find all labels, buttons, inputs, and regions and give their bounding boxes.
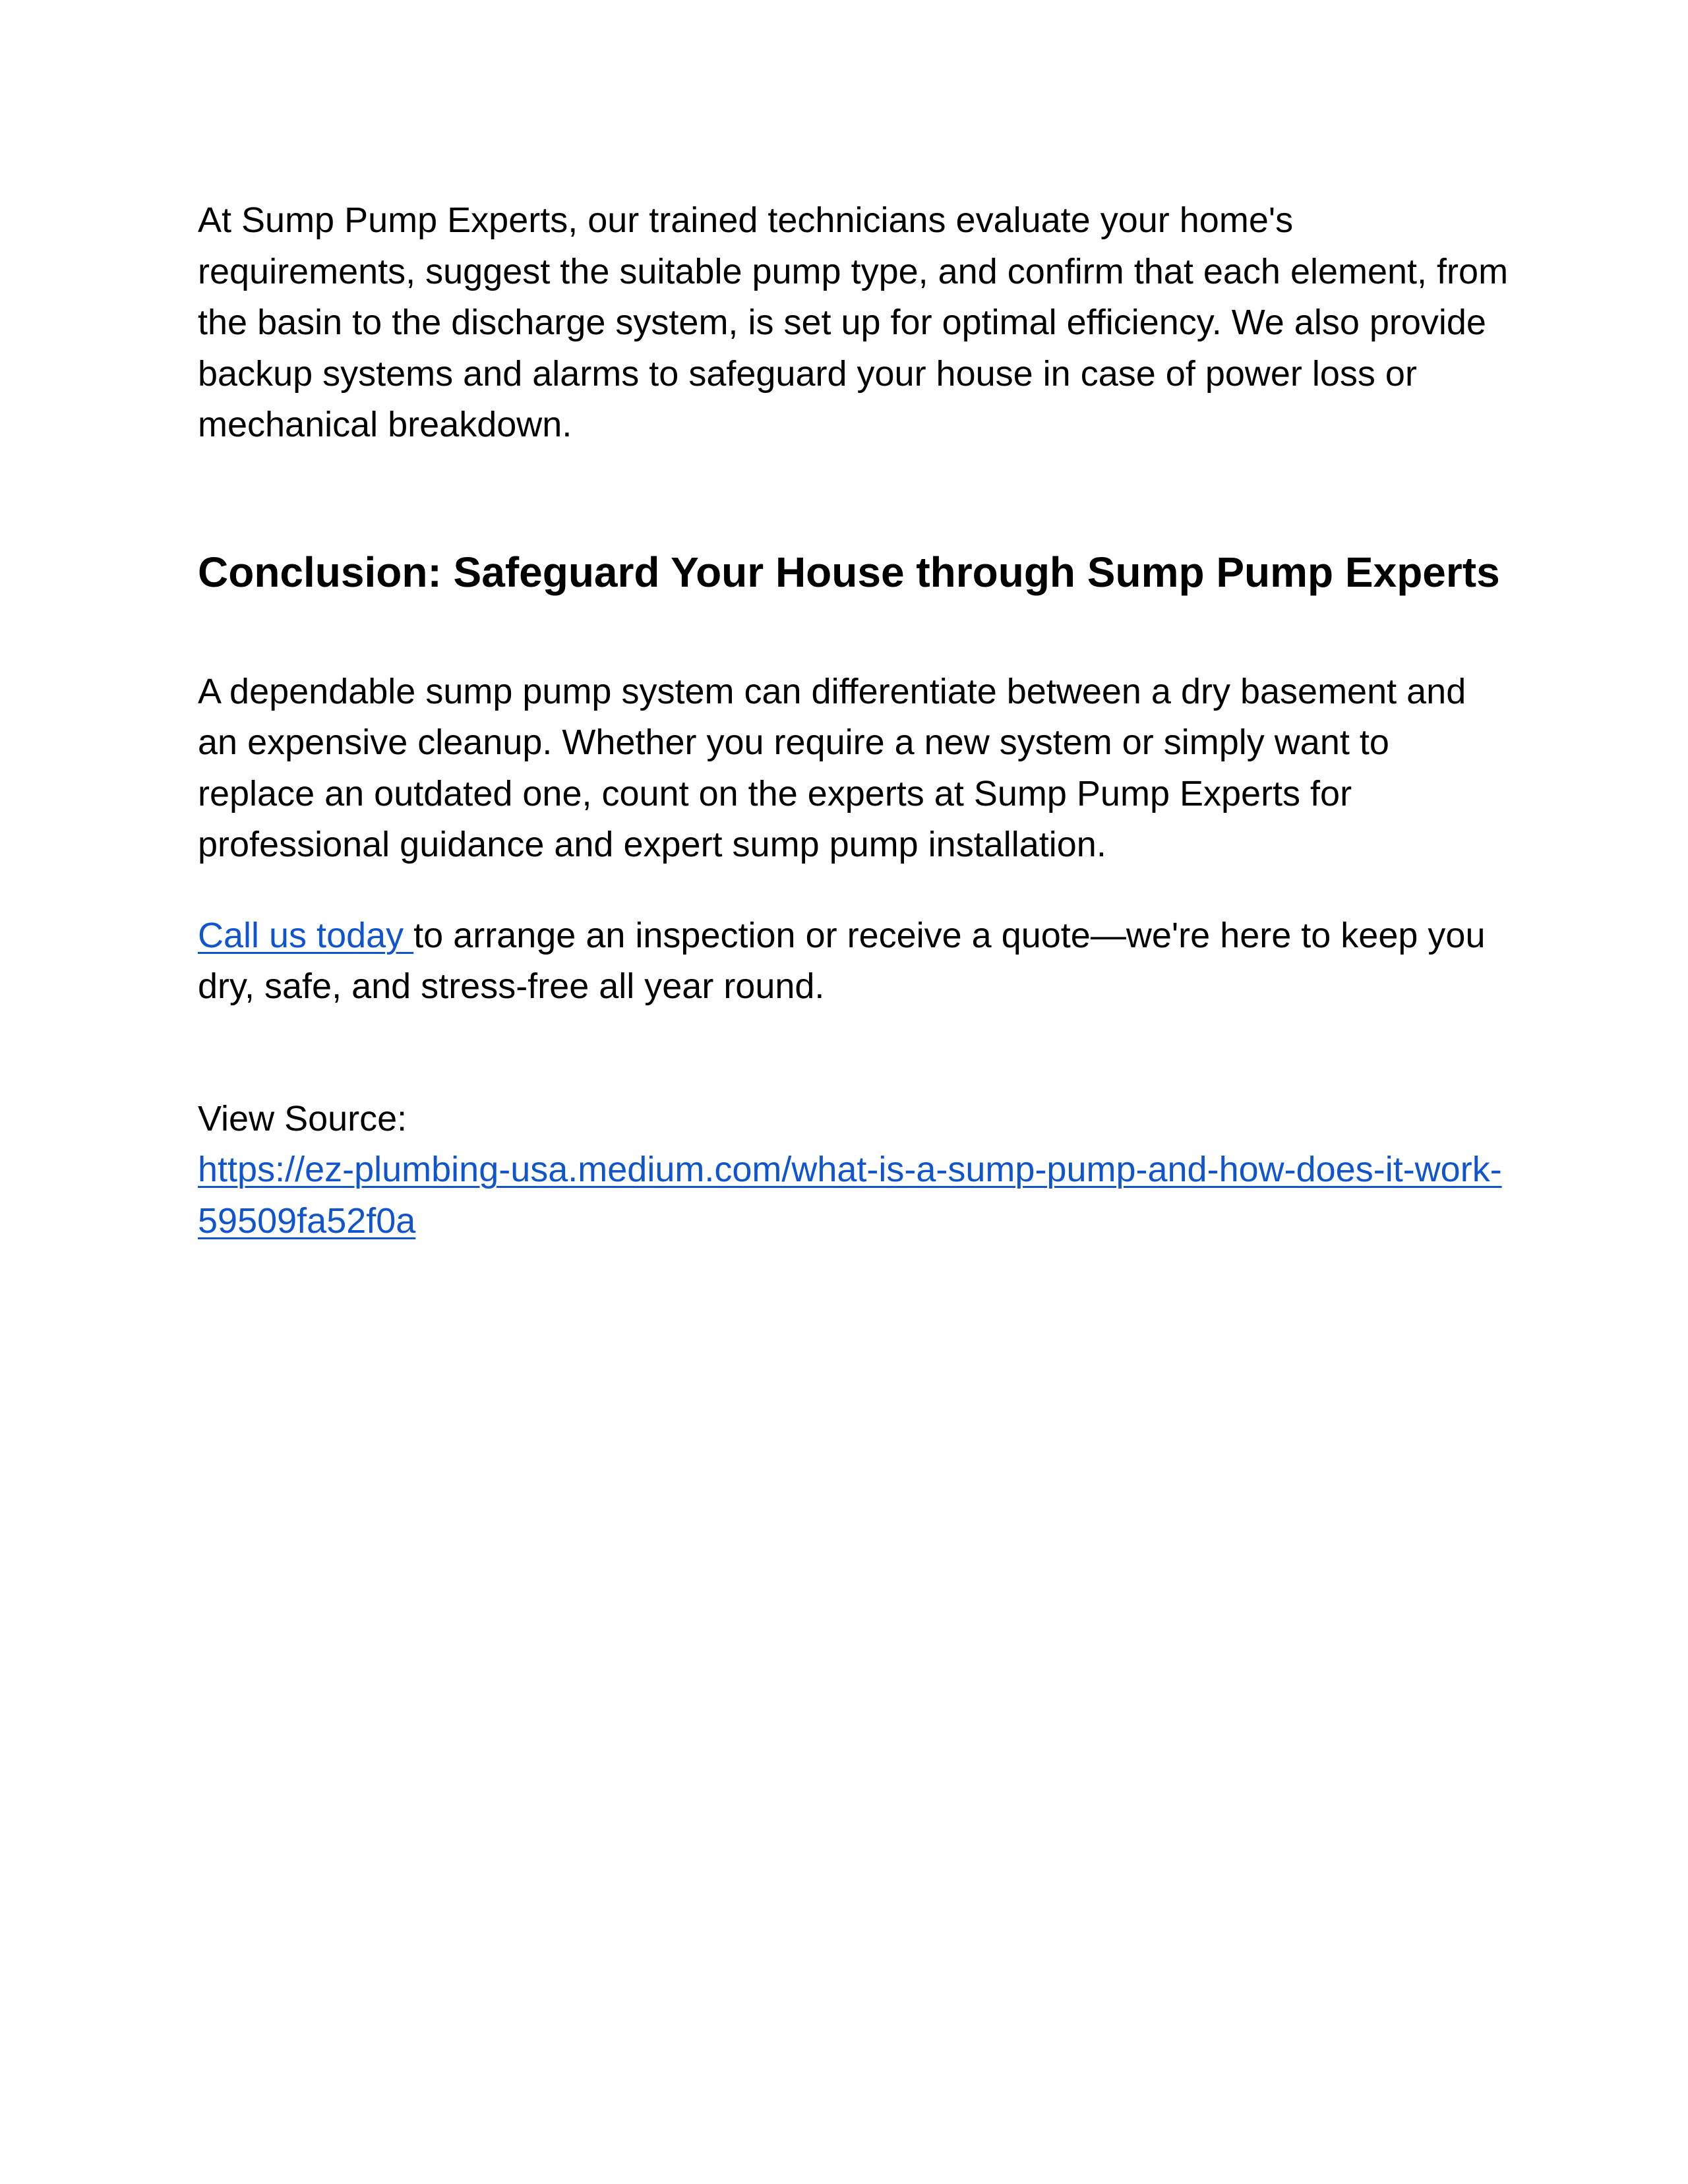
- document-page: [198, 195, 1510, 1247]
- call-us-today-link[interactable]: Call us today: [198, 915, 414, 955]
- source-url-link[interactable]: https://ez-plumbing-usa.medium.com/what-is-a-sump-pump-and-how-does-it-work-59509fa52f0a: [198, 1150, 1502, 1241]
- call-to-action-paragraph: [198, 910, 1510, 1013]
- conclusion-paragraph: A dependable sump pump system can differentiate between a dry basement and an expensive cleanup. Whether you require a new system or simply want to replace an outdated one, count on the experts at Sump Pump Experts for professional guidance and expert sump pump installation.: [198, 671, 1466, 864]
- source-block: [198, 1094, 1510, 1247]
- call-to-action-text: to arrange an inspection or receive a quote—we're here to keep you dry, safe, and stress-free all year round.: [198, 915, 1486, 1006]
- intro-paragraph: At Sump Pump Experts, our trained technicians evaluate your home's requirements, suggest the suitable pump type, and confirm that each element, from the basin to the discharge system, is set up for optimal efficiency. We also provide backup systems and alarms to safeguard your house in case of power loss or mechanical breakdown.: [198, 200, 1509, 444]
- source-label: View Source:: [198, 1098, 407, 1138]
- conclusion-heading: Conclusion: Safeguard Your House through Sump Pump Experts: [198, 548, 1500, 596]
